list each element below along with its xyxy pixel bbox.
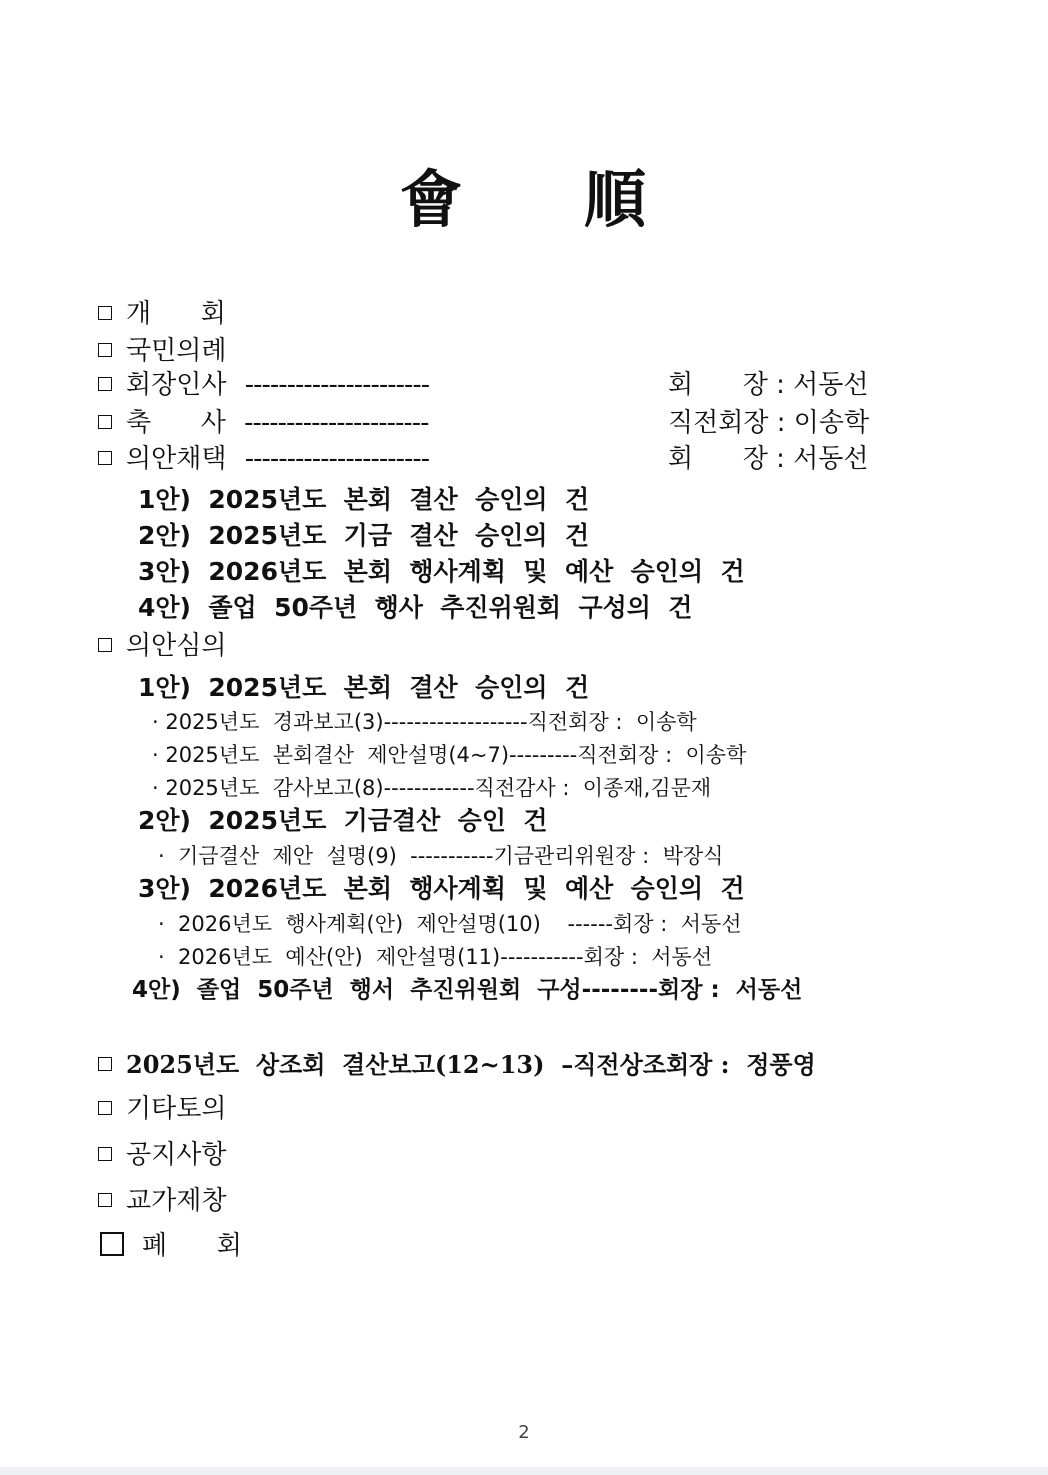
- leader-dashes: ----------------------: [244, 444, 430, 474]
- deliberation-detail: · 2025년도 본회결산 제안설명(4~7)---------직전회장 : 이송학: [152, 743, 747, 767]
- agenda-open: [98, 297, 226, 331]
- deliberation-detail: · 2026년도 행사계획(안) 제안설명(10) ------회장 : 서동선: [158, 912, 742, 936]
- deliberation-detail: · 2025년도 감사보고(8)------------직전감사 : 이종재,김문재: [152, 776, 712, 800]
- agenda-mutual-aid: [98, 1048, 816, 1082]
- deliberation-heading: 1안) 2025년도 본회 결산 승인의 건: [138, 673, 590, 702]
- speaker-role: 회 장 :: [668, 370, 794, 400]
- agenda-other: [98, 1092, 226, 1126]
- congrats-speaker: [668, 406, 869, 440]
- agenda-deliberation: [98, 629, 226, 663]
- agenda-close-label: 폐 회: [142, 1231, 242, 1261]
- checkbox-icon: [98, 1101, 112, 1115]
- agenda-congrats-label: 축 사: [126, 408, 226, 438]
- checkbox-icon: [98, 1147, 112, 1161]
- page-title: [0, 150, 1048, 239]
- checkbox-icon: [98, 377, 112, 391]
- leader-dashes: ----------------------: [244, 370, 430, 400]
- agenda-notice: [98, 1138, 226, 1172]
- page-number: 2: [518, 1422, 530, 1443]
- agenda-mutual-aid-label: 2025년도 상조회 결산보고(12~13) –직전상조회장 : 정풍영: [126, 1050, 816, 1079]
- agenda-anthem: [98, 334, 226, 368]
- checkbox-icon: [100, 1232, 124, 1256]
- checkbox-icon: [98, 451, 112, 465]
- adoption-item: 2안) 2025년도 기금 결산 승인의 건: [138, 521, 590, 550]
- adoption-item: 1안) 2025년도 본회 결산 승인의 건: [138, 485, 590, 514]
- speaker-name: 서동선: [793, 370, 869, 400]
- agenda-greeting: [98, 368, 429, 402]
- adoption-speaker: [668, 442, 868, 476]
- adoption-item: 4안) 졸업 50주년 행사 추진위원회 구성의 건: [138, 593, 693, 622]
- deliberation-detail: · 기금결산 제안 설명(9) -----------기금관리위원장 : 박장식: [158, 844, 724, 868]
- agenda-deliberation-label: 의안심의: [126, 631, 227, 661]
- agenda-close: [100, 1229, 242, 1263]
- agenda-notice-label: 공지사항: [126, 1140, 227, 1170]
- checkbox-icon: [98, 306, 112, 320]
- speaker-role: 회 장 :: [668, 444, 794, 474]
- deliberation-detail: · 2026년도 예산(안) 제안설명(11)-----------회장 : 서동선: [158, 945, 713, 969]
- deliberation-detail: · 2025년도 경과보고(3)-------------------직전회장 : 이송학: [152, 710, 697, 734]
- adoption-item: 3안) 2026년도 본회 행사계획 및 예산 승인의 건: [138, 557, 745, 586]
- bottom-strip: [0, 1467, 1048, 1475]
- speaker-role: 직전회장 :: [668, 408, 794, 438]
- title-char-2: 順: [584, 163, 649, 236]
- agenda-greeting-label: 회장인사: [126, 370, 227, 400]
- title-char-1: 會: [399, 163, 464, 236]
- checkbox-icon: [98, 343, 112, 357]
- deliberation-heading: 2안) 2025년도 기금결산 승인 건: [138, 806, 548, 835]
- speaker-name: 서동선: [793, 444, 869, 474]
- agenda-anthem-label: 국민의례: [126, 336, 227, 366]
- deliberation-heading: 4안) 졸업 50주년 행서 추진위원회 구성--------회장 : 서동선: [132, 977, 803, 1003]
- checkbox-icon: [98, 415, 112, 429]
- greeting-speaker: [668, 368, 868, 402]
- speaker-name: 이송학: [793, 408, 870, 438]
- agenda-other-label: 기타토의: [126, 1094, 227, 1124]
- agenda-song: [98, 1184, 226, 1218]
- checkbox-icon: [98, 638, 112, 652]
- agenda-song-label: 교가제창: [126, 1186, 227, 1216]
- agenda-adoption-label: 의안채택: [126, 444, 227, 474]
- checkbox-icon: [98, 1193, 112, 1207]
- deliberation-heading: 3안) 2026년도 본회 행사계획 및 예산 승인의 건: [138, 874, 745, 903]
- leader-dashes: ----------------------: [244, 408, 429, 438]
- agenda-adoption: [98, 442, 429, 476]
- agenda-open-label: 개 회: [126, 299, 226, 329]
- checkbox-icon: [98, 1057, 112, 1071]
- agenda-congrats: [98, 406, 429, 440]
